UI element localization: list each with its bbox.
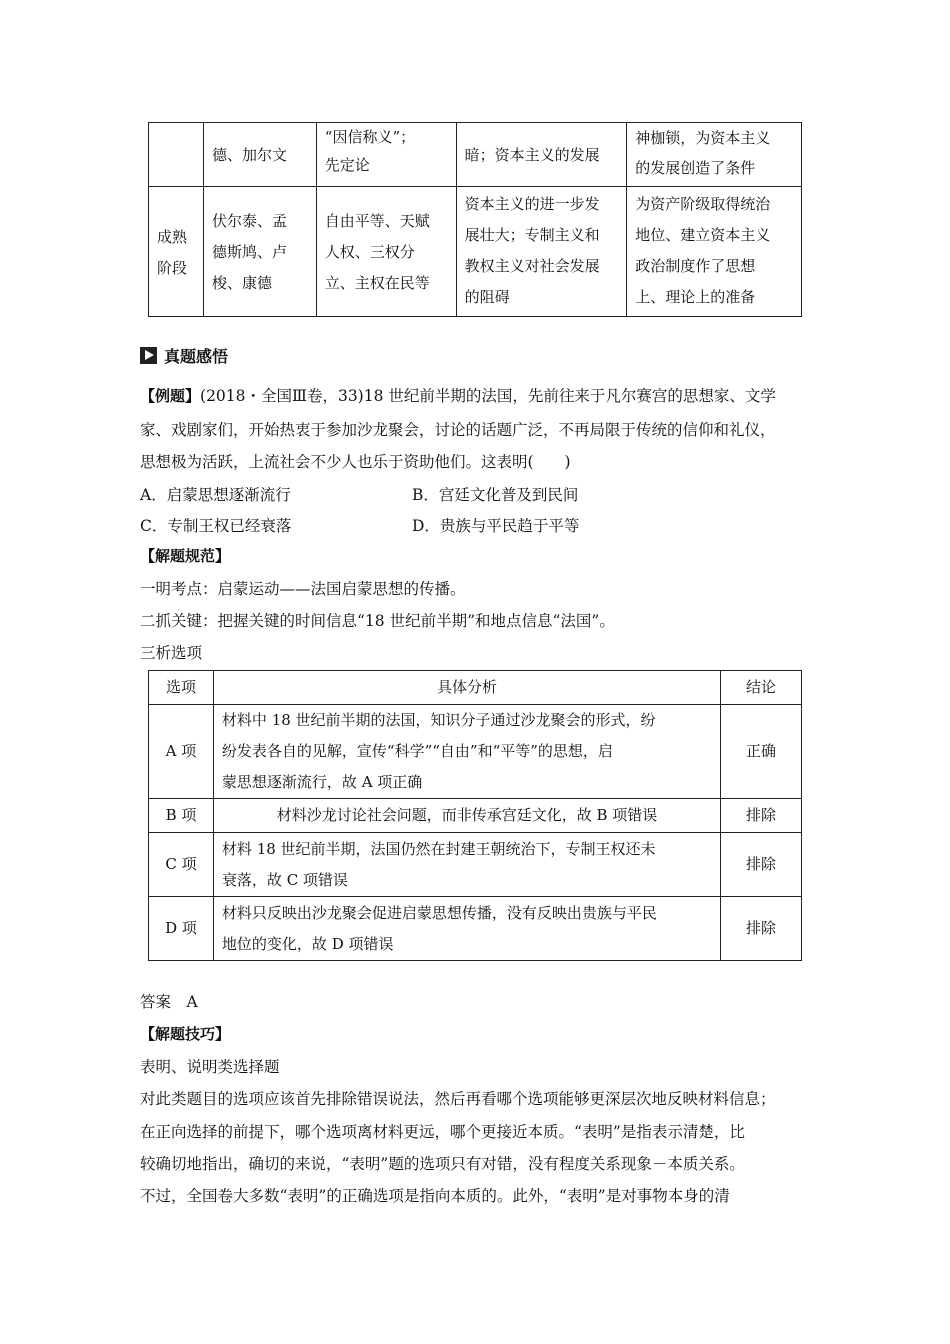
cell-text: 为资产阶级取得统治: [635, 195, 771, 213]
cell-text: 政治制度作了思想: [635, 257, 756, 275]
option-d: D．贵族与平民趋于平等: [412, 517, 580, 535]
table-row: [149, 897, 802, 961]
cell-text: 展壮大；专制主义和: [464, 226, 600, 244]
cell-text: 蒙思想逐渐流行，故 A 项正确: [221, 773, 423, 791]
tips-paragraph-line: 在正向选择的前提下，哪个选项离材料更远，哪个更接近本质。“表明”是指表示清楚，比: [140, 1123, 745, 1141]
cell-text: 梭、康德: [211, 274, 272, 292]
tips-subtitle: 表明、说明类选择题: [140, 1058, 280, 1076]
cell-text: 伏尔泰、孟: [211, 212, 287, 230]
cell-text: 成熟: [157, 227, 188, 246]
example-tag: 【例题】: [140, 387, 201, 405]
cell-text: 衰落，故 C 项错误: [221, 870, 348, 889]
tips-heading: 【解题技巧】: [140, 1025, 231, 1043]
cell-text: 神枷锁，为资本主义: [635, 129, 771, 147]
header-cell: 具体分析: [213, 671, 720, 705]
option-a: A．启蒙思想逐渐流行: [140, 486, 291, 504]
result-cell: 排除: [721, 799, 802, 833]
ideas-cell: [316, 187, 456, 317]
table-row: [149, 799, 802, 833]
example-line: [140, 384, 776, 406]
option-cell: C 项: [149, 833, 214, 897]
option-cell: D 项: [149, 897, 214, 961]
solution-step: 二抓关键：把握关键的时间信息“18 世纪前半期”和地点信息“法国”。: [140, 612, 615, 630]
reason-cell: [456, 123, 627, 187]
ideas-cell: [316, 123, 456, 187]
header-cell: 选项: [149, 671, 214, 705]
result-cell: 排除: [721, 833, 802, 897]
header-cell: 结论: [721, 671, 802, 705]
solution-step: 三析选项: [140, 644, 203, 662]
table-row: [149, 705, 802, 799]
cell-text: 材料 18 世纪前半期，法国仍然在封建王朝统治下，专制王权还未: [221, 839, 656, 858]
analysis-cell: [213, 897, 720, 961]
cell-text: 资本主义的进一步发: [464, 195, 600, 213]
option-b: B．宫廷文化普及到民间: [412, 486, 579, 504]
play-triangle-icon: [140, 347, 157, 364]
example-line: 家、戏剧家们，开始热衷于参加沙龙聚会，讨论的话题广泛，不再局限于传统的信仰和礼仪，: [140, 421, 776, 439]
analysis-cell: [213, 833, 720, 897]
cell-text: 地位的变化，故 D 项错误: [221, 934, 394, 953]
effect-cell: [627, 187, 802, 317]
thought-stages-table: [148, 122, 802, 317]
cell-text: 暗；资本主义的发展: [464, 146, 600, 164]
tips-paragraph-line: 不过，全国卷大多数“表明”的正确选项是指向本质的。此外，“表明”是对事物本身的清: [140, 1187, 730, 1205]
cell-text: 教权主义对社会发展: [464, 257, 600, 275]
example-text: (2018・全国Ⅲ卷，33)18 世纪前半期的法国，先前往来于凡尔赛宫的思想家、文学: [200, 387, 776, 405]
reason-cell: [456, 187, 627, 317]
stage-cell: [149, 123, 204, 187]
cell-text: 的阻碍: [464, 288, 510, 306]
tips-paragraph-line: 较确切地指出，确切的来说，“表明”题的选项只有对错，没有程度关系现象－本质关系。: [140, 1155, 745, 1173]
table-row: [149, 187, 802, 317]
cell-text: 地位、建立资本主义: [635, 226, 771, 244]
cell-text: 阶段: [157, 258, 188, 277]
stage-cell: [149, 187, 204, 317]
section-title: 真题感悟: [164, 347, 229, 366]
tips-paragraph-line: 对此类题目的选项应该首先排除错误说法，然后再看哪个选项能够更深层次地反映材料信息；: [140, 1090, 776, 1108]
cell-text: 自由平等、天赋: [324, 212, 430, 230]
cell-text: 的发展创造了条件: [635, 159, 756, 177]
table-header-row: [149, 671, 802, 705]
table-row: [149, 833, 802, 897]
cell-text: 材料只反映出沙龙聚会促进启蒙思想传播，没有反映出贵族与平民: [221, 903, 657, 922]
people-cell: [203, 187, 316, 317]
analysis-cell: [213, 705, 720, 799]
effect-cell: [627, 123, 802, 187]
cell-text: 德、加尔文: [211, 146, 287, 164]
result-cell: 排除: [721, 897, 802, 961]
cell-text: 材料中 18 世纪前半期的法国，知识分子通过沙龙聚会的形式，纷: [221, 711, 656, 729]
solution-step: 一明考点：启蒙运动——法国启蒙思想的传播。: [140, 580, 466, 598]
cell-text: 德斯鸠、卢: [211, 243, 287, 261]
option-analysis-table: [148, 670, 802, 961]
cell-text: 人权、三权分: [324, 243, 415, 261]
option-cell: B 项: [149, 799, 214, 833]
cell-text: 纷发表各自的见解，宣传“科学”“自由”和“平等”的思想，启: [221, 742, 613, 760]
solution-heading: 【解题规范】: [140, 547, 231, 565]
cell-text: 先定论: [324, 156, 370, 174]
cell-text: 立、主权在民等: [324, 274, 430, 292]
option-c: C．专制王权已经衰落: [140, 517, 292, 535]
result-cell: 正确: [721, 705, 802, 799]
cell-text: “因信称义”；: [324, 128, 416, 146]
table-row: [149, 123, 802, 187]
analysis-cell: 材料沙龙讨论社会问题，而非传承宫廷文化，故 B 项错误: [213, 799, 720, 833]
section-heading: [140, 344, 228, 367]
option-cell: A 项: [149, 705, 214, 799]
cell-text: 上、理论上的准备: [635, 288, 756, 306]
example-line: 思想极为活跃，上流社会不少人也乐于资助他们。这表明( ): [140, 453, 571, 471]
answer-line: 答案 A: [140, 993, 198, 1011]
people-cell: [203, 123, 316, 187]
